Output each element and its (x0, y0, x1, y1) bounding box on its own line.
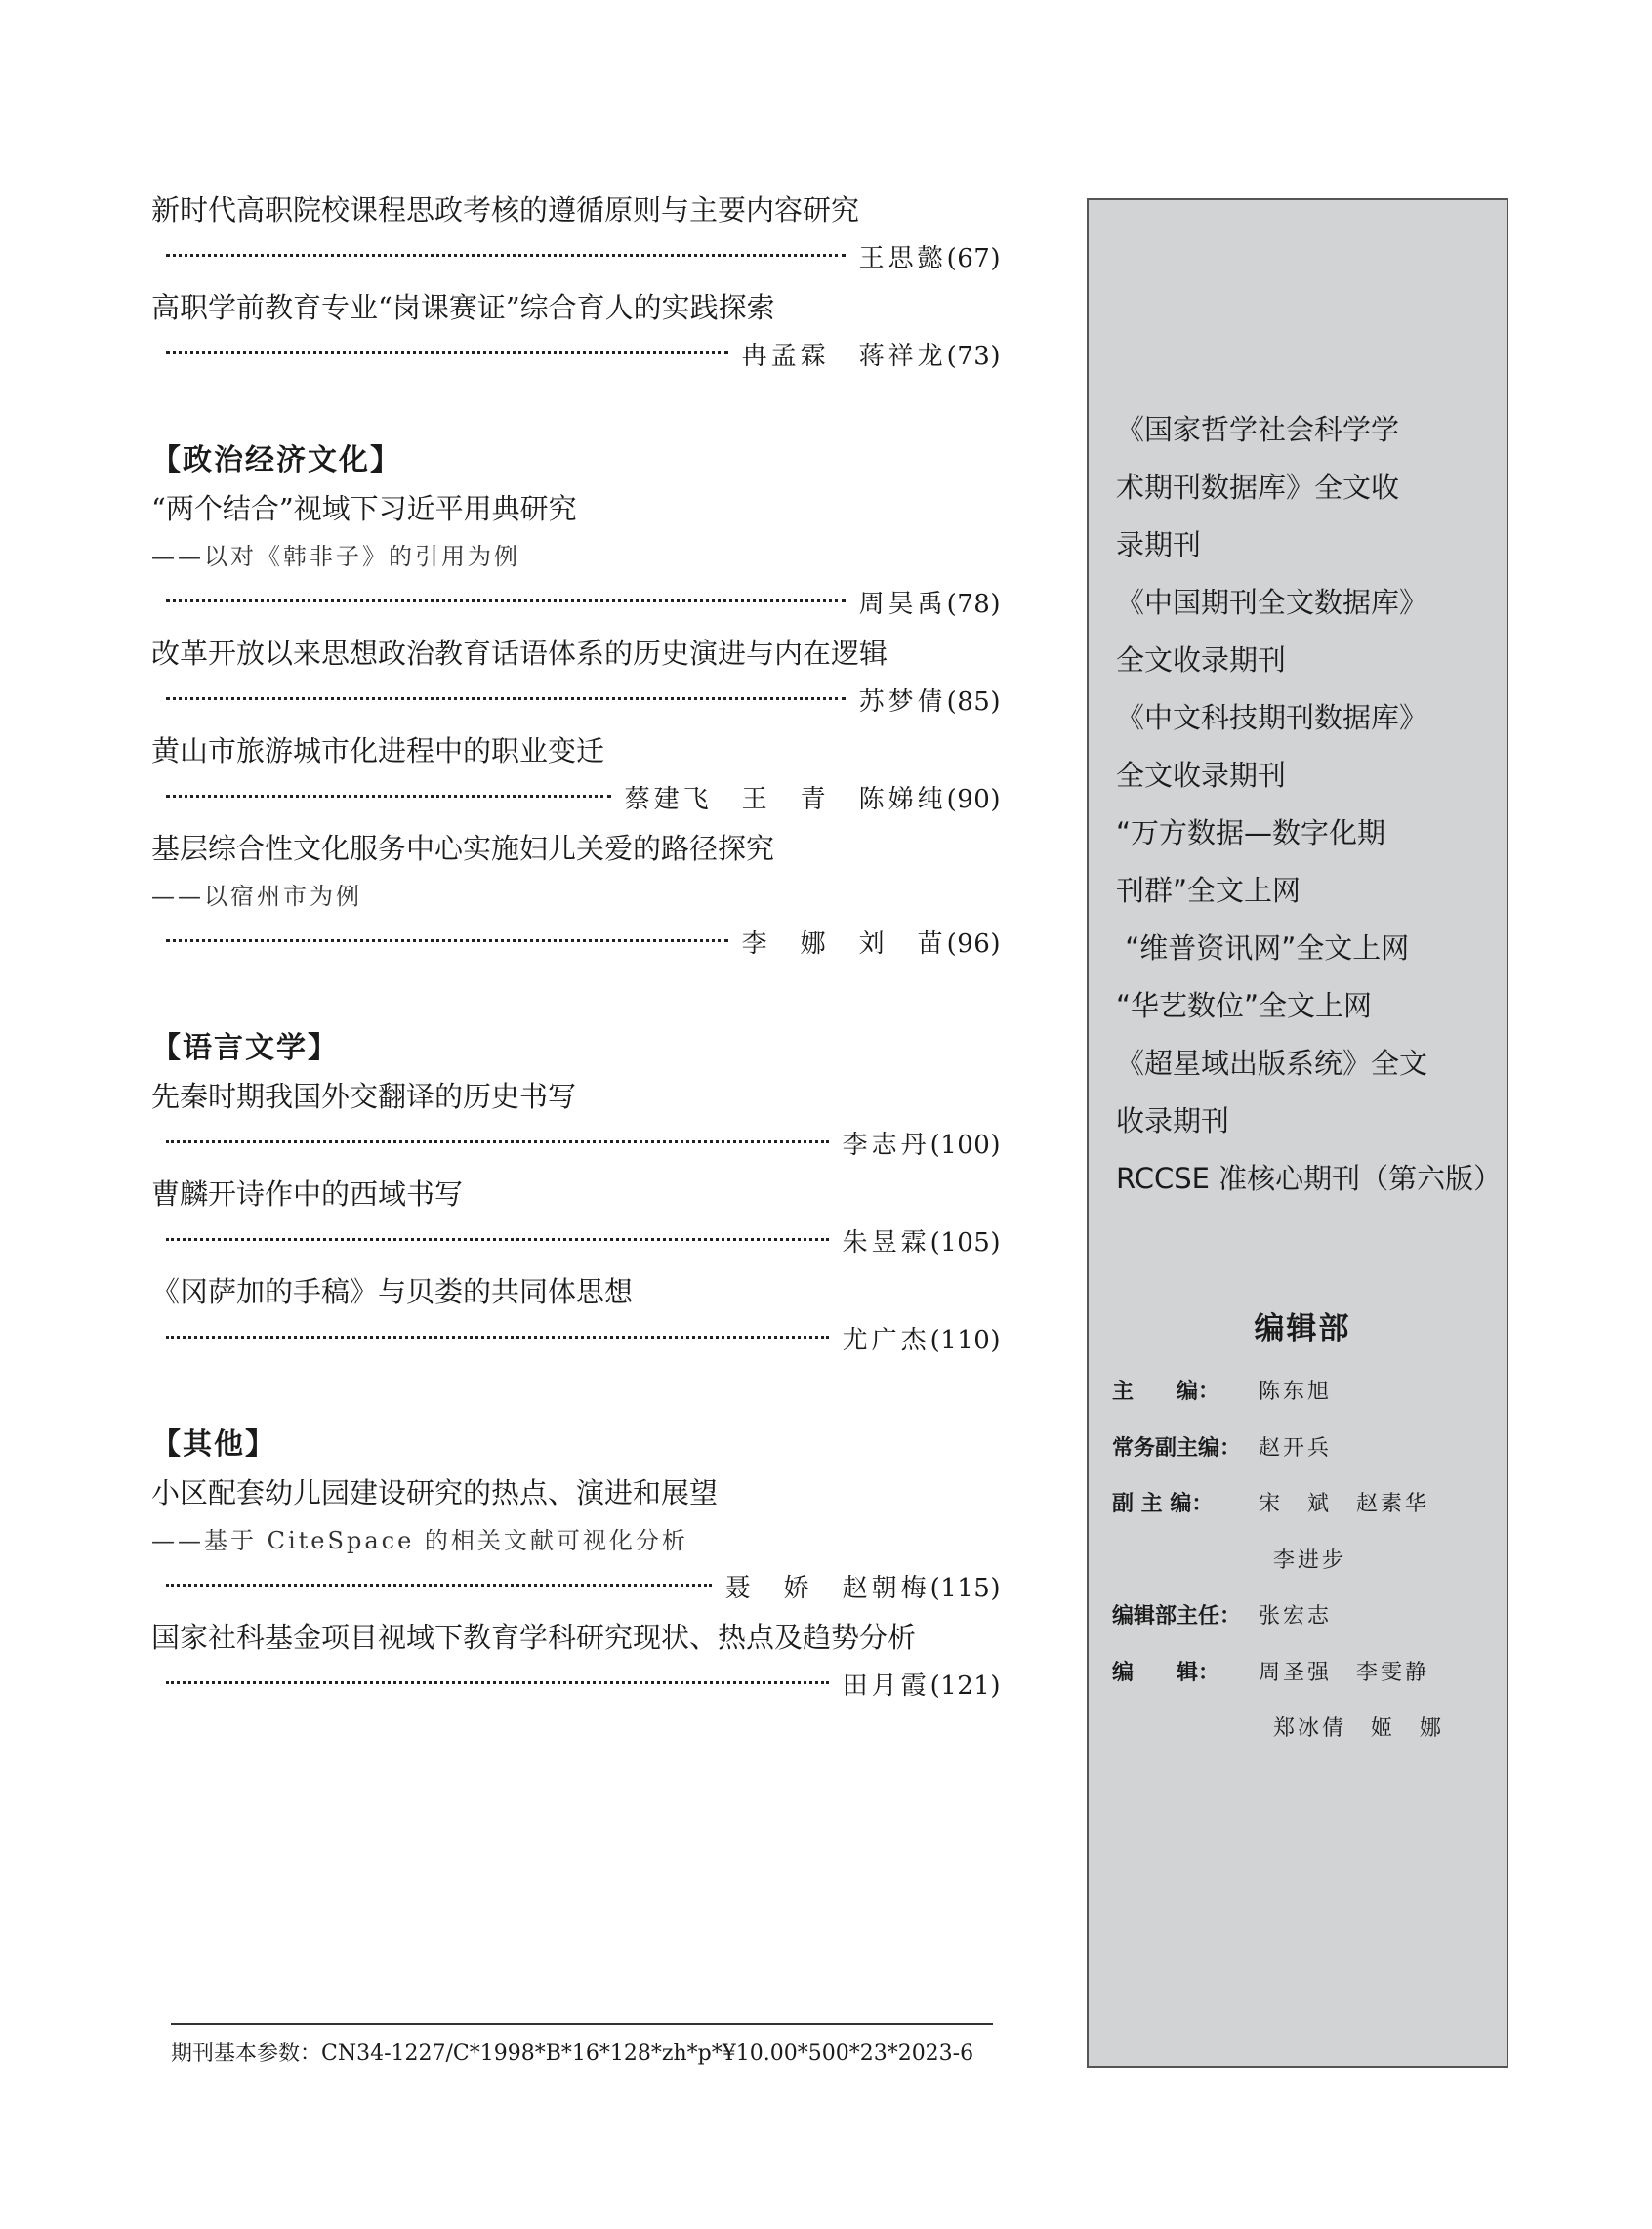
staff-row (1112, 1533, 1493, 1589)
entry-author-pages (859, 580, 1001, 629)
entry-author-pages (742, 332, 1001, 381)
section-heading: 【语言文学】 (151, 1031, 339, 1065)
editorial-board (1112, 1294, 1493, 1757)
entry-leader-line (151, 1316, 1001, 1365)
indexing-line: 《中文科技期刊数据库》 (1116, 701, 1428, 734)
entry-pages: (96) (946, 929, 1001, 959)
editorial-board-title: 编辑部 (1254, 1311, 1351, 1346)
entry-title[interactable]: 黄山市旅游城市化进程中的职业变迁 (151, 734, 605, 767)
journal-parameters: 期刊基本参数：CN34-1227/C*1998*B*16*128*zh*p*¥10.00*500*23*2023-6 (171, 2042, 974, 2066)
indexing-list (1116, 401, 1507, 1208)
entry-pages: (67) (946, 244, 1001, 273)
entry-title[interactable]: 小区配套幼儿园建设研究的热点、演进和展望 (151, 1476, 719, 1509)
staff-row (1112, 1364, 1493, 1421)
entry-author: 尤广杰 (842, 1326, 930, 1355)
entry-leader-line (151, 920, 1001, 969)
entry-author-pages (859, 678, 1001, 726)
staff-row (1112, 1476, 1493, 1533)
entry-author: 冉孟霖 蒋祥龙 (741, 342, 947, 371)
entry-leader-line (151, 775, 1001, 824)
indexing-line: 术期刊数据库》全文收 (1116, 471, 1400, 504)
staff-names: 周圣强 李雯静 (1259, 1660, 1430, 1685)
indexing-line: 《国家哲学社会科学学 (1116, 413, 1400, 446)
staff-row (1112, 1421, 1493, 1477)
indexing-line: 《超星域出版系统》全文 (1116, 1047, 1428, 1080)
toc-entry[interactable] (151, 824, 1001, 969)
dot-leader (166, 795, 611, 798)
sidebar-panel (1087, 198, 1508, 2068)
entry-pages: (121) (929, 1672, 1001, 1701)
toc-section (151, 186, 1001, 381)
entry-author: 聂 娇 赵朝梅 (724, 1574, 930, 1603)
entry-pages: (90) (946, 785, 1001, 814)
entry-author-pages (843, 1218, 1001, 1267)
toc-entry[interactable] (151, 1468, 1001, 1613)
entry-author: 苏梦倩 (858, 687, 947, 717)
toc-section (151, 1025, 1001, 1365)
entry-subtitle: ——以对《韩非子》的引用为例 (151, 543, 520, 570)
dot-leader (166, 254, 846, 257)
dot-leader (166, 1336, 829, 1339)
indexing-line: “华艺数位”全文上网 (1116, 989, 1373, 1022)
entry-leader-line (151, 1564, 1001, 1613)
entry-leader-line (151, 1662, 1001, 1711)
entry-leader-line (151, 678, 1001, 726)
section-heading: 【政治经济文化】 (151, 443, 401, 477)
entry-pages: (73) (946, 342, 1001, 371)
staff-role: 常务副主编： (1112, 1435, 1242, 1461)
indexing-line: “维普资讯网”全文上网 (1116, 931, 1410, 965)
entry-pages: (105) (929, 1228, 1001, 1258)
staff-names: 宋 斌 赵素华 (1259, 1492, 1430, 1516)
toc-section (151, 437, 1001, 969)
entry-leader-line (151, 332, 1001, 381)
indexing-line: 全文收录期刊 (1116, 643, 1287, 677)
entry-pages: (85) (946, 687, 1001, 717)
dot-leader (166, 1681, 829, 1684)
entry-leader-line (151, 1218, 1001, 1267)
entry-author-pages (843, 1121, 1001, 1170)
staff-names: 赵开兵 (1259, 1435, 1333, 1461)
dot-leader (166, 1140, 829, 1143)
entry-author: 田月霞 (842, 1672, 930, 1701)
dot-leader (166, 1584, 712, 1587)
staff-names: 郑冰倩 姬 娜 (1273, 1716, 1445, 1741)
footer-divider (171, 2023, 993, 2025)
toc-section (151, 1422, 1001, 1711)
indexing-line: 录期刊 (1116, 528, 1202, 561)
staff-role: 编 辑： (1112, 1660, 1220, 1685)
staff-role: 副 主 编： (1112, 1492, 1214, 1516)
entry-author: 周昊禹 (858, 590, 947, 619)
entry-author-pages (625, 775, 1001, 824)
toc-entry[interactable] (151, 1267, 1001, 1365)
toc-entry[interactable] (151, 1170, 1001, 1267)
entry-pages: (110) (929, 1326, 1001, 1355)
staff-names: 张宏志 (1259, 1604, 1333, 1629)
dot-leader (166, 599, 846, 602)
entry-author: 王思懿 (858, 244, 947, 273)
dot-leader (166, 351, 728, 354)
staff-role (1112, 1533, 1259, 1589)
staff-role: 主 编： (1112, 1380, 1220, 1404)
toc-entry[interactable] (151, 283, 1001, 381)
entry-title[interactable]: 曹麟开诗作中的西域书写 (151, 1177, 464, 1211)
indexing-line: 收录期刊 (1116, 1104, 1230, 1137)
entry-author-pages (859, 234, 1001, 283)
indexing-line: 刊群”全文上网 (1116, 874, 1301, 907)
section-heading: 【其他】 (151, 1427, 276, 1462)
entry-author-pages (843, 1662, 1001, 1711)
dot-leader (166, 939, 728, 942)
indexing-line: “万方数据—数字化期 (1116, 816, 1386, 849)
entry-title[interactable]: 改革开放以来思想政治教育话语体系的历史演进与内在逻辑 (151, 637, 888, 670)
staff-row (1112, 1701, 1493, 1757)
entry-author-pages (725, 1564, 1001, 1613)
staff-names: 李进步 (1273, 1548, 1347, 1573)
toc-entry[interactable] (151, 186, 1001, 283)
entry-leader-line (151, 580, 1001, 629)
toc-entry[interactable] (151, 484, 1001, 629)
toc-entry[interactable] (151, 726, 1001, 824)
entry-author: 蔡建飞 王 青 陈娣纯 (624, 785, 947, 814)
entry-subtitle: ——以宿州市为例 (151, 883, 362, 910)
entry-title[interactable]: “两个结合”视域下习近平用典研究 (151, 492, 577, 525)
entry-author: 李 娜 刘 苗 (741, 929, 947, 959)
entry-title[interactable]: 国家社科基金项目视域下教育学科研究现状、热点及趋势分析 (151, 1621, 917, 1654)
entry-author-pages (843, 1316, 1001, 1365)
toc-entry[interactable] (151, 1072, 1001, 1170)
entry-leader-line (151, 234, 1001, 283)
entry-pages: (115) (929, 1574, 1001, 1603)
indexing-line: RCCSE 准核心期刊（第六版） (1116, 1162, 1503, 1195)
staff-row (1112, 1589, 1493, 1645)
staff-names: 陈东旭 (1259, 1380, 1333, 1404)
entry-author-pages (742, 920, 1001, 969)
entry-title[interactable]: 先秦时期我国外交翻译的历史书写 (151, 1080, 577, 1113)
dot-leader (166, 697, 846, 700)
entry-pages: (100) (929, 1131, 1001, 1160)
staff-role: 编辑部主任： (1112, 1604, 1242, 1629)
staff-role (1112, 1701, 1259, 1757)
toc-entry[interactable] (151, 629, 1001, 726)
toc-entry[interactable] (151, 1613, 1001, 1711)
table-of-contents (151, 186, 1001, 1767)
indexing-line: 全文收录期刊 (1116, 759, 1287, 792)
dot-leader (166, 1238, 829, 1241)
entry-author: 李志丹 (842, 1131, 930, 1160)
entry-subtitle: ——基于 CiteSpace 的相关文献可视化分析 (151, 1527, 688, 1554)
staff-row (1112, 1645, 1493, 1702)
entry-pages: (78) (946, 590, 1001, 619)
entry-title[interactable]: 基层综合性文化服务中心实施妇儿关爱的路径探究 (151, 832, 775, 865)
indexing-line: 《中国期刊全文数据库》 (1116, 586, 1428, 619)
entry-leader-line (151, 1121, 1001, 1170)
entry-title[interactable]: 新时代高职院校课程思政考核的遵循原则与主要内容研究 (151, 193, 860, 227)
entry-author: 朱昱霖 (842, 1228, 930, 1258)
entry-title[interactable]: 《冈萨加的手稿》与贝娄的共同体思想 (151, 1275, 634, 1308)
entry-title[interactable]: 高职学前教育专业“岗课赛证”综合育人的实践探索 (151, 291, 775, 324)
